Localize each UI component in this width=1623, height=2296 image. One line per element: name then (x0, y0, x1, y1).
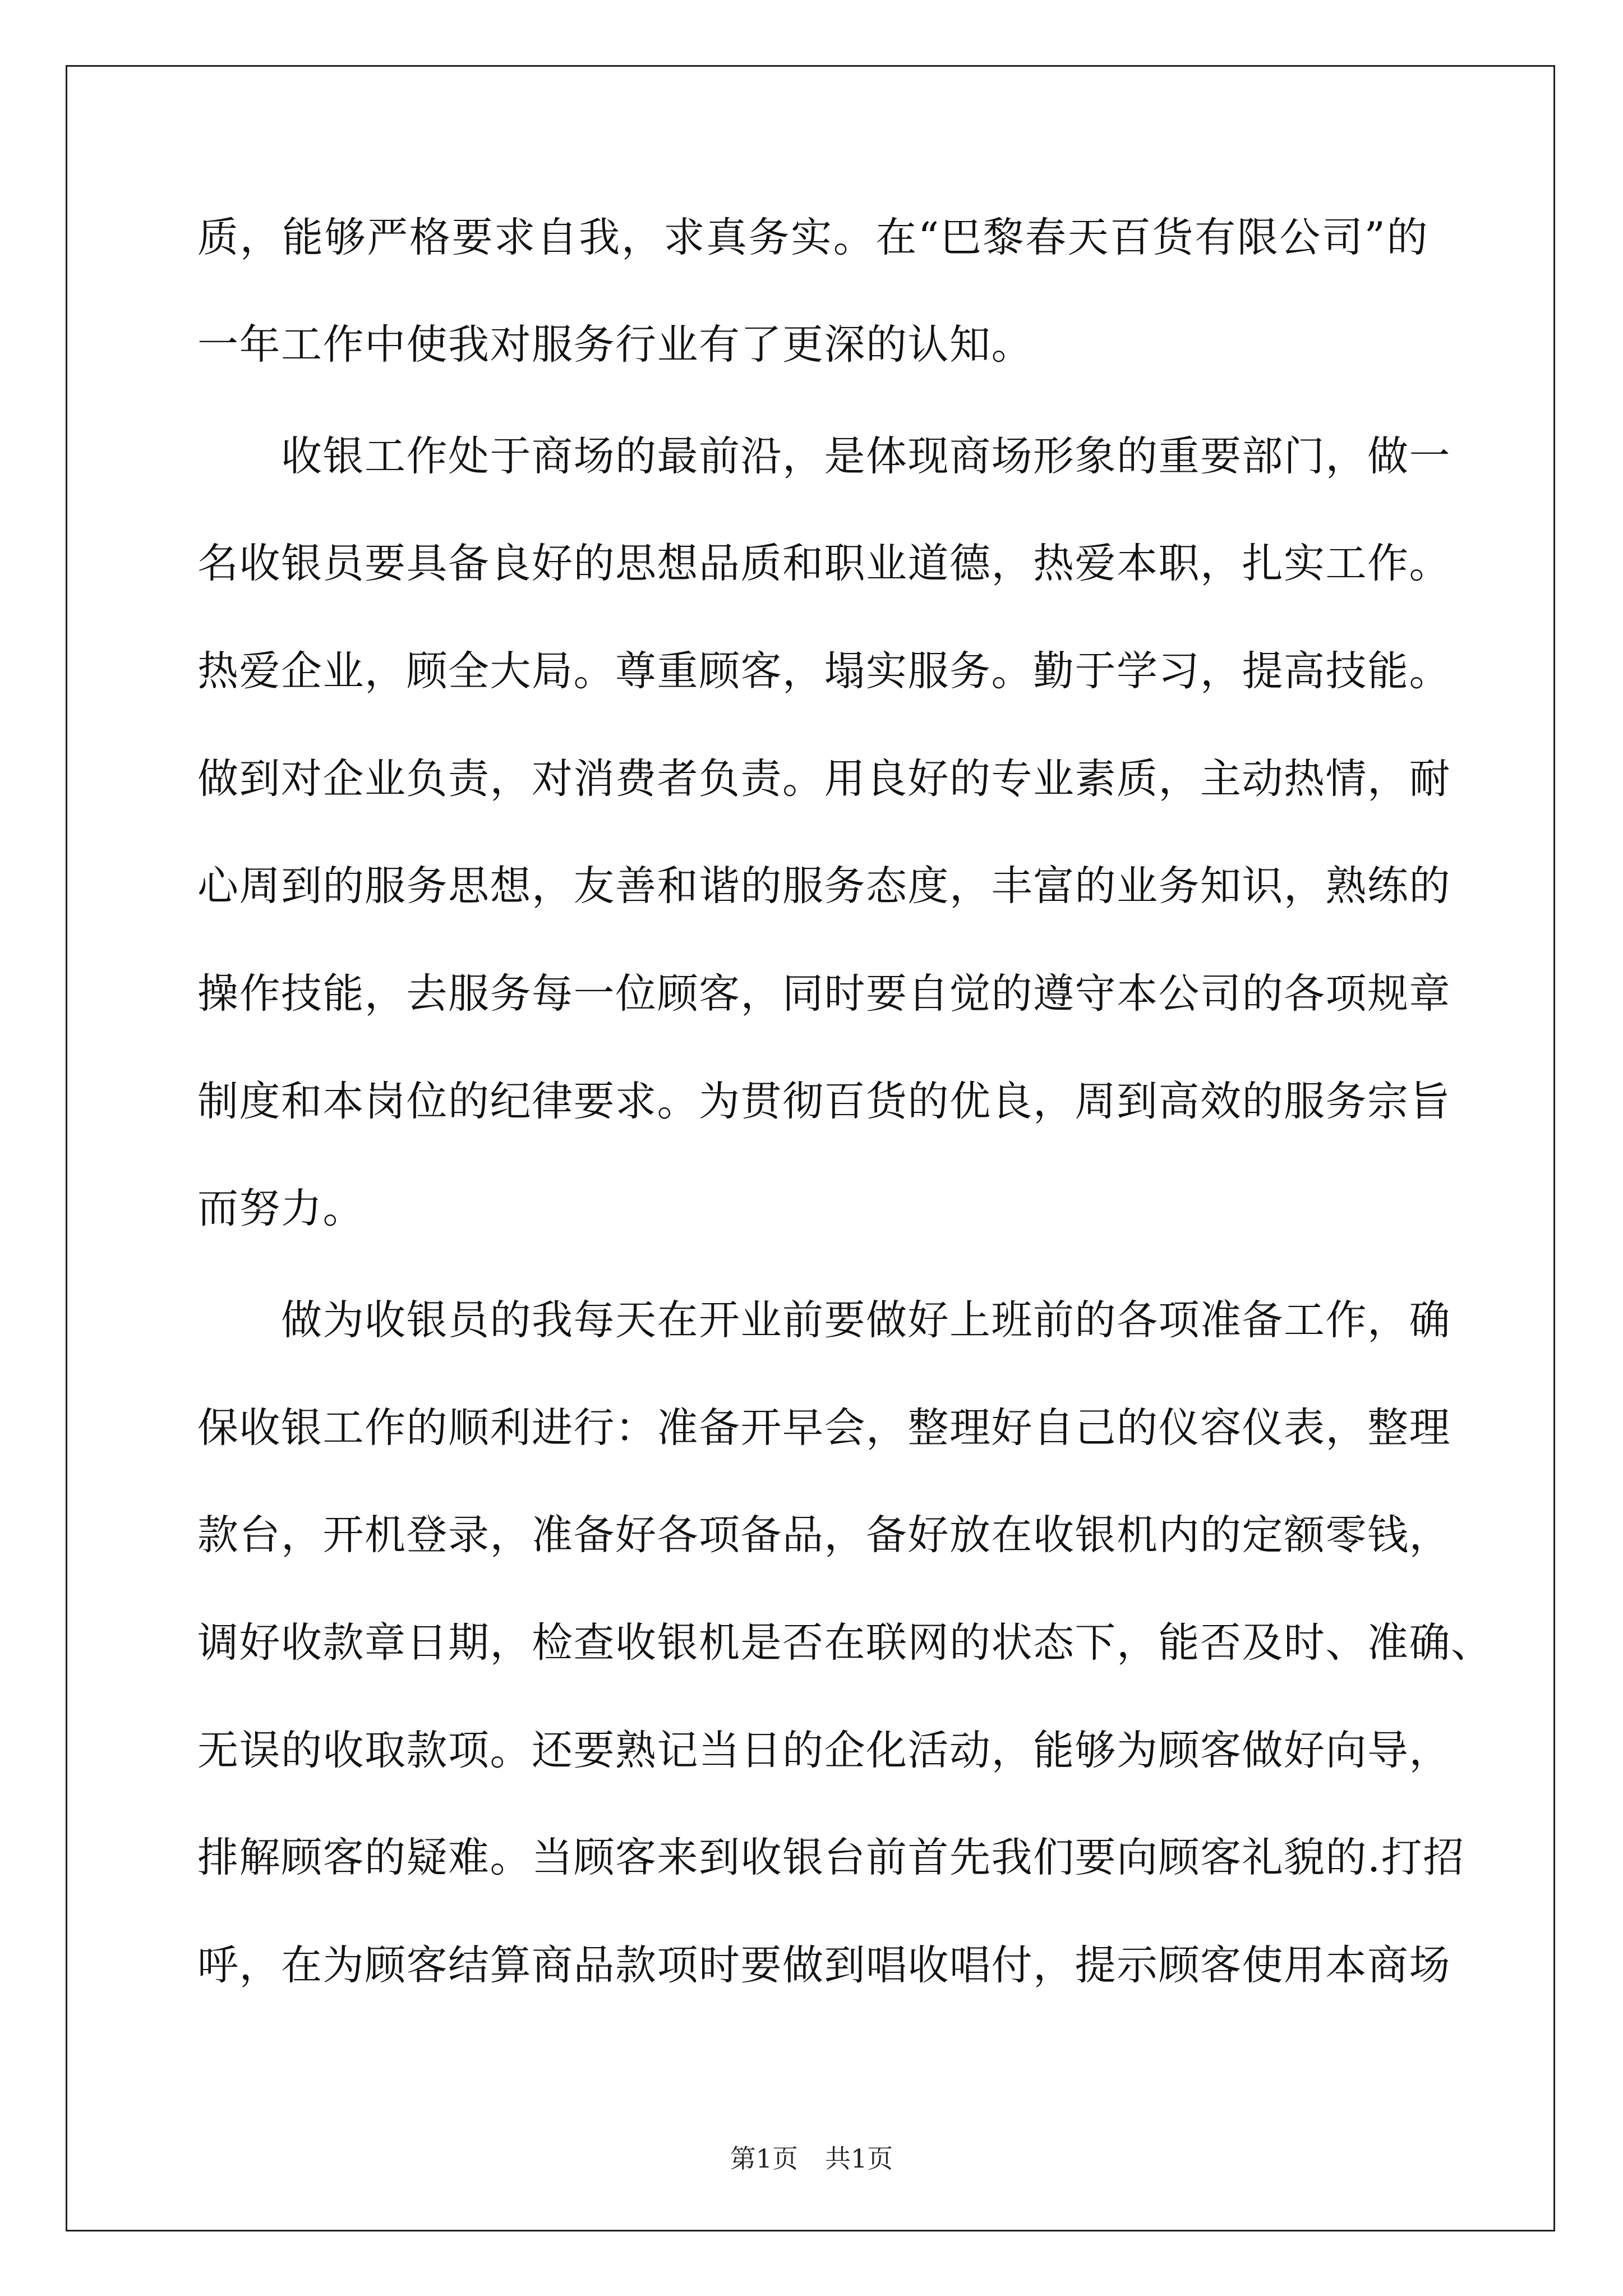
text-line: 款台，开机登录，准备好各项备品，备好放在收银机内的定额零钱， (197, 1511, 1451, 1559)
text-line: 心周到的服务思想，友善和谐的服务态度，丰富的业务知识，熟练的 (197, 862, 1451, 910)
text-line: 呼，在为顾客结算商品款项时要做到唱收唱付，提示顾客使用本商场 (197, 1941, 1451, 1989)
text-line: 做到对企业负责，对消费者负责。用良好的专业素质，主动热情，耐 (197, 755, 1451, 803)
text-line: 名收银员要具备良好的思想品质和职业道德，热爱本职，扎实工作。 (197, 540, 1451, 587)
text-line: 无误的收取款项。还要熟记当日的企化活动，能够为顾客做好向导， (197, 1727, 1451, 1774)
text-line: 操作技能，去服务每一位顾客，同时要自觉的遵守本公司的各项规章 (197, 970, 1451, 1018)
paragraph-first-line: 做为收银员的我每天在开业前要做好上班前的各项准备工作，确 (281, 1296, 1451, 1344)
text-line: 制度和本岗位的纪律要求。为贯彻百货的优良，周到高效的服务宗旨 (197, 1078, 1451, 1125)
page-footer (0, 2142, 1623, 2175)
paragraph-first-line: 收银工作处于商场的最前沿，是体现商场形象的重要部门，做一 (281, 432, 1451, 480)
text-line: 热爱企业，顾全大局。尊重顾客，塌实服务。勤于学习，提高技能。 (197, 647, 1451, 695)
text-line: 一年工作中使我对服务行业有了更深的认知。 (197, 321, 1033, 369)
page-total: 共1页 (825, 2143, 893, 2174)
text-line: 而努力。 (197, 1185, 365, 1232)
page-border (66, 65, 1555, 2231)
text-line: 质，能够严格要求自我，求真务实。在“巴黎春天百货有限公司”的 (197, 214, 1428, 261)
text-line: 排解顾客的疑难。当顾客来到收银台前首先我们要向顾客礼貌的.打招 (197, 1834, 1465, 1881)
page-number: 第1页 (730, 2143, 798, 2174)
text-line: 保收银工作的顺利进行：准备开早会，整理好自己的仪容仪表，整理 (197, 1404, 1451, 1452)
text-line: 调好收款章日期，检查收银机是否在联网的状态下，能否及时、准确、 (197, 1619, 1493, 1667)
